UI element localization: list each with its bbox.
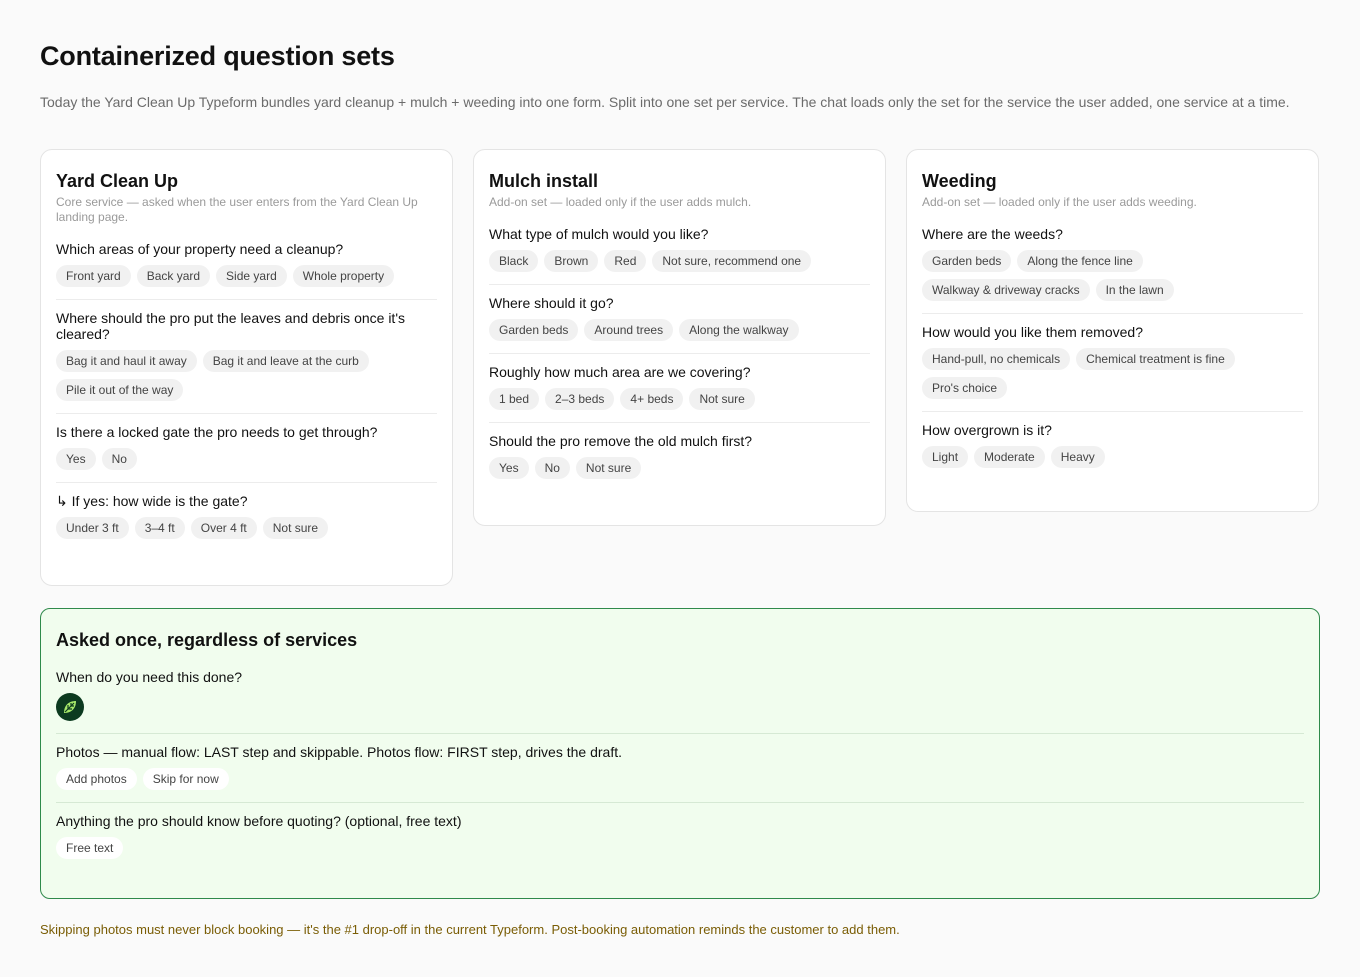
option-chip[interactable]: Moderate: [974, 446, 1045, 468]
option-chip[interactable]: Garden beds: [922, 250, 1011, 272]
question-block: [489, 354, 870, 423]
option-chip[interactable]: Under 3 ft: [56, 517, 129, 539]
question-text: Which areas of your property need a cleanup?: [56, 241, 344, 257]
question-text: Roughly how much area are we covering?: [489, 364, 751, 380]
option-chip[interactable]: Black: [489, 250, 538, 272]
add-photos-chip[interactable]: Add photos: [56, 768, 137, 790]
question-block: [56, 659, 1304, 734]
option-chip[interactable]: Brown: [544, 250, 598, 272]
option-chip[interactable]: Bag it and leave at the curb: [203, 350, 369, 372]
option-chip[interactable]: Whole property: [293, 265, 394, 287]
question-text: Photos — manual flow: LAST step and skippable. Photos flow: FIRST step, drives the draft.: [56, 744, 622, 760]
option-chip[interactable]: Front yard: [56, 265, 131, 287]
card-title: Yard Clean Up: [56, 171, 179, 191]
option-chip[interactable]: Side yard: [216, 265, 287, 287]
question-block: [489, 210, 870, 285]
option-chip[interactable]: Not sure: [576, 457, 641, 479]
option-chip[interactable]: Not sure, recommend one: [652, 250, 811, 272]
option-chip[interactable]: Pro's choice: [922, 377, 1007, 399]
option-chip[interactable]: Yes: [489, 457, 529, 479]
question-text: Anything the pro should know before quoting? (optional, free text): [56, 813, 462, 829]
question-block: [56, 734, 1304, 803]
page-title: Containerized question sets: [40, 41, 395, 71]
question-text: What type of mulch would you like?: [489, 226, 709, 242]
question-block: [56, 414, 437, 483]
card-subtitle: Add-on set — loaded only if the user adds mulch.: [489, 195, 752, 209]
question-text: Where should it go?: [489, 295, 614, 311]
option-chip[interactable]: Along the walkway: [679, 319, 798, 341]
option-chip[interactable]: In the lawn: [1096, 279, 1174, 301]
card-title: Mulch install: [489, 171, 599, 191]
option-chip[interactable]: Not sure: [263, 517, 328, 539]
question-text: Should the pro remove the old mulch first?: [489, 433, 753, 449]
option-chip[interactable]: Pile it out of the way: [56, 379, 183, 401]
question-text: When do you need this done?: [56, 669, 243, 685]
option-chip[interactable]: Garden beds: [489, 319, 578, 341]
card-weeding: [906, 149, 1319, 512]
option-chip[interactable]: Along the fence line: [1017, 250, 1142, 272]
option-chip[interactable]: No: [535, 457, 570, 479]
question-text: Is there a locked gate the pro needs to get through?: [56, 424, 378, 440]
question-block: [56, 803, 1304, 871]
option-chip[interactable]: Light: [922, 446, 968, 468]
card-subtitle: Add-on set — loaded only if the user adds weeding.: [922, 195, 1197, 209]
option-chip[interactable]: Heavy: [1051, 446, 1105, 468]
free-text-chip[interactable]: Free text: [56, 837, 123, 859]
option-chip[interactable]: Chemical treatment is fine: [1076, 348, 1235, 370]
question-block: [922, 314, 1303, 412]
option-chip[interactable]: Walkway & driveway cracks: [922, 279, 1090, 301]
option-chip[interactable]: Not sure: [689, 388, 754, 410]
option-chip[interactable]: 1 bed: [489, 388, 539, 410]
option-chip[interactable]: Back yard: [137, 265, 210, 287]
question-text: How overgrown is it?: [922, 422, 1052, 438]
question-text: Where are the weeds?: [922, 226, 1063, 242]
option-chip[interactable]: 2–3 beds: [545, 388, 614, 410]
page: [40, 40, 1320, 937]
card-subtitle: Core service — asked when the user enters from the Yard Clean Up landing page.: [56, 195, 418, 224]
option-chip[interactable]: Yes: [56, 448, 96, 470]
question-block: [56, 300, 437, 414]
question-text: How would you like them removed?: [922, 324, 1143, 340]
question-text: Where should the pro put the leaves and debris once it's cleared?: [56, 310, 405, 342]
option-chip[interactable]: Red: [604, 250, 646, 272]
question-block: [56, 483, 437, 551]
option-chip[interactable]: 4+ beds: [620, 388, 683, 410]
leaf-logo-icon: [56, 693, 84, 721]
card-title: Weeding: [922, 171, 997, 191]
option-chip[interactable]: 3–4 ft: [135, 517, 185, 539]
card-mulch-install: [473, 149, 886, 526]
option-chip[interactable]: Over 4 ft: [191, 517, 257, 539]
question-block: [922, 412, 1303, 480]
shared-title: Asked once, regardless of services: [56, 630, 358, 650]
option-chip[interactable]: Bag it and haul it away: [56, 350, 197, 372]
page-intro: Today the Yard Clean Up Typeform bundles yard cleanup + mulch + weeding into one form. Split into one set per service. The chat loads only the set for the service the user added, one service at a time.: [40, 94, 1290, 110]
shared-questions-panel: [40, 608, 1320, 899]
question-block: [56, 225, 437, 300]
question-block: [489, 423, 870, 491]
option-chip[interactable]: Around trees: [584, 319, 673, 341]
option-chip[interactable]: No: [102, 448, 137, 470]
option-chip[interactable]: Hand-pull, no chemicals: [922, 348, 1070, 370]
footer-note: Skipping photos must never block booking — it's the #1 drop-off in the current Typeform. Post-booking automation reminds the customer to add them.: [40, 922, 900, 937]
question-block: [489, 285, 870, 354]
question-text: ↳ If yes: how wide is the gate?: [56, 493, 248, 509]
card-yard-clean-up: [40, 149, 453, 586]
question-block: [922, 210, 1303, 314]
skip-photos-chip[interactable]: Skip for now: [143, 768, 229, 790]
